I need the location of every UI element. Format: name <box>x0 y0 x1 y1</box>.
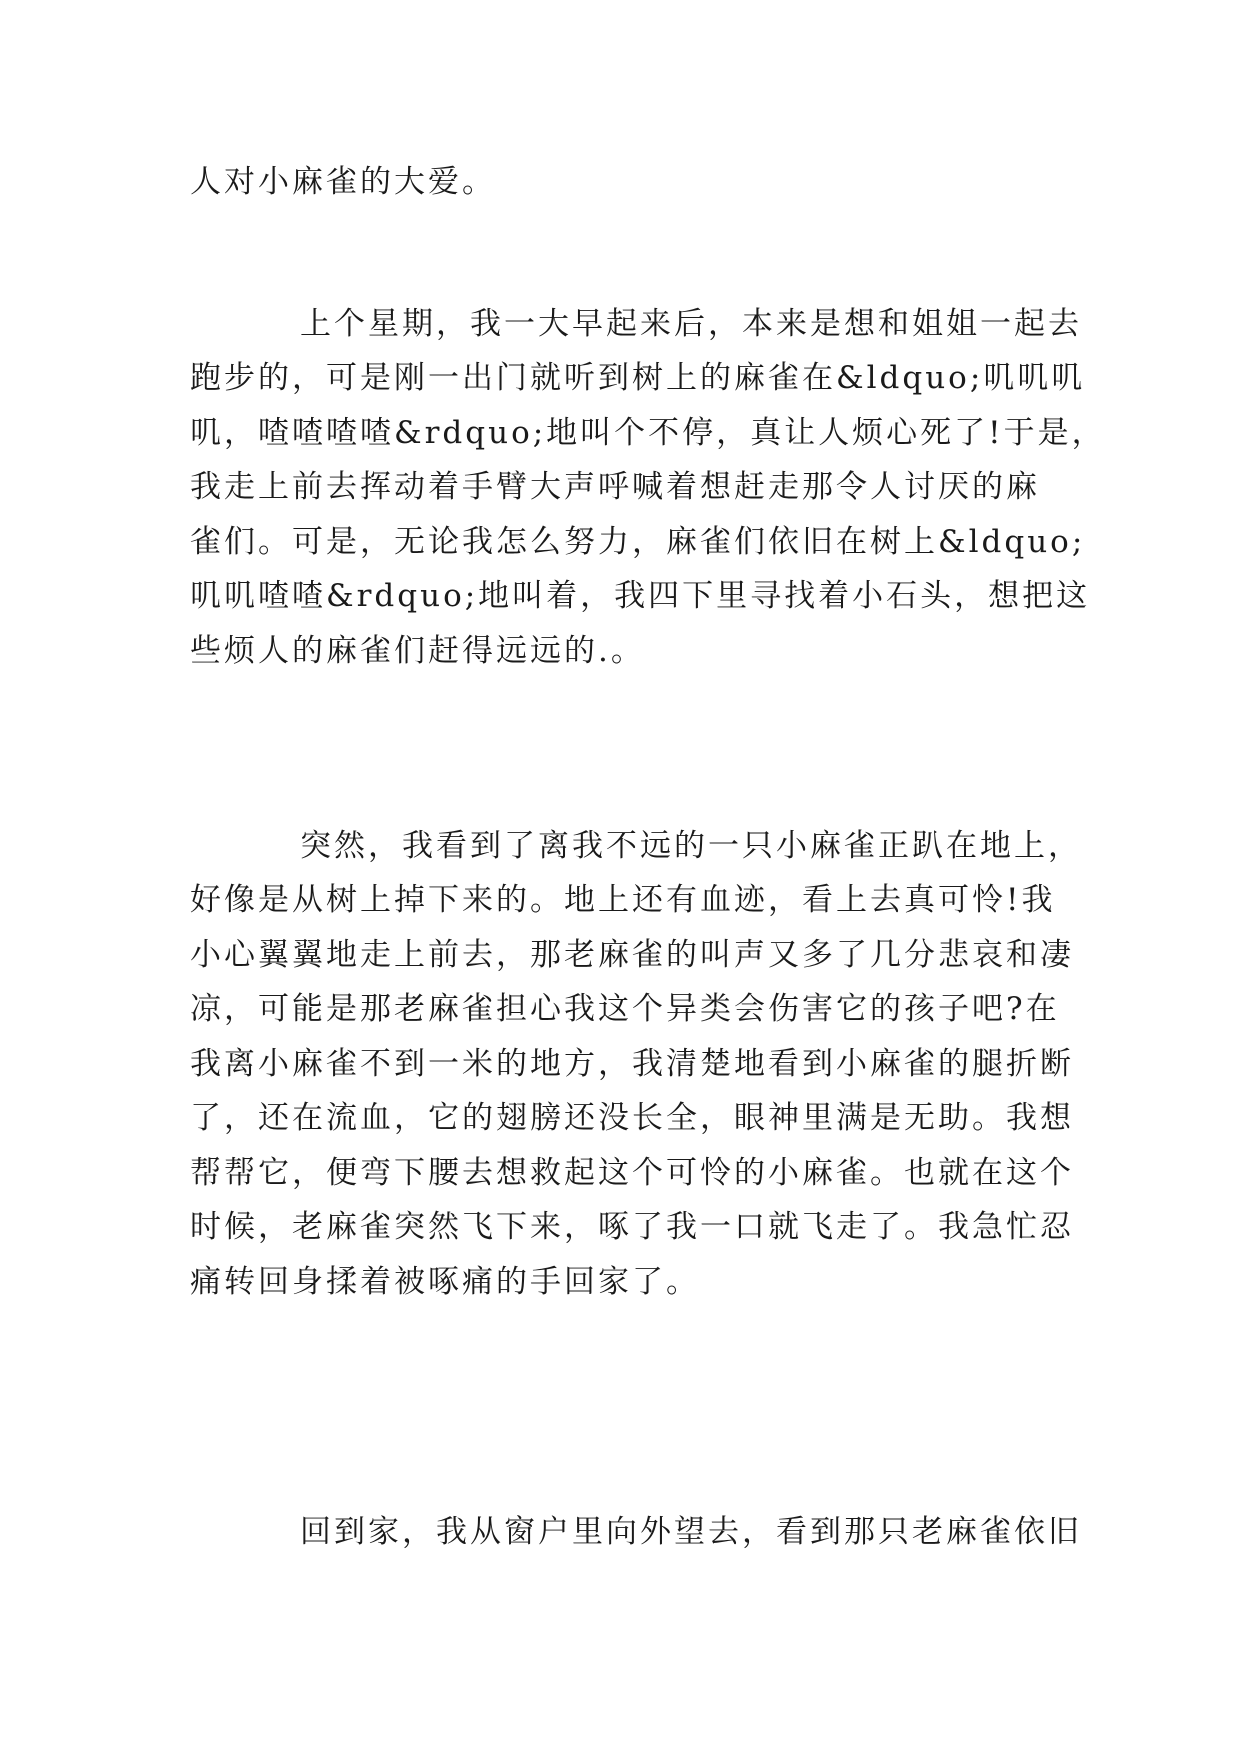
paragraph-2-line-7: 些烦人的麻雀们赶得远远的.。 <box>190 633 645 669</box>
paragraph-2-line-6: 叽叽喳喳&rdquo;地叫着，我四下里寻找着小石头，想把这 <box>190 578 1091 614</box>
paragraph-3-line-7: 帮帮它，便弯下腰去想救起这个可怜的小麻雀。也就在这个 <box>190 1155 1074 1191</box>
paragraph-3-line-4: 凉，可能是那老麻雀担心我这个异类会伤害它的孩子吧?在 <box>190 991 1060 1027</box>
paragraph-4-line-1: 回到家，我从窗户里向外望去，看到那只老麻雀依旧 <box>300 1514 1082 1550</box>
paragraph-3-line-9: 痛转回身揉着被啄痛的手回家了。 <box>190 1264 700 1300</box>
paragraph-3-line-6: 了，还在流血，它的翅膀还没长全，眼神里满是无助。我想 <box>190 1100 1074 1136</box>
paragraph-3-line-8: 时候，老麻雀突然飞下来，啄了我一口就飞走了。我急忙忍 <box>190 1209 1074 1245</box>
paragraph-3-line-2: 好像是从树上掉下来的。地上还有血迹，看上去真可怜!我 <box>190 882 1056 918</box>
paragraph-3-line-1: 突然，我看到了离我不远的一只小麻雀正趴在地上， <box>300 828 1082 864</box>
paragraph-2-line-1: 上个星期，我一大早起来后，本来是想和姐姐一起去 <box>300 306 1082 342</box>
paragraph-3-line-5: 我离小麻雀不到一米的地方，我清楚地看到小麻雀的腿折断 <box>190 1046 1074 1082</box>
paragraph-2-line-2: 跑步的，可是刚一出门就听到树上的麻雀在&ldquo;叽叽叽 <box>190 360 1086 396</box>
paragraph-3-line-3: 小心翼翼地走上前去，那老麻雀的叫声又多了几分悲哀和凄 <box>190 937 1074 973</box>
paragraph-1-line-1: 人对小麻雀的大爱。 <box>190 164 496 200</box>
paragraph-2-line-4: 我走上前去挥动着手臂大声呼喊着想赶走那令人讨厌的麻 <box>190 469 1040 505</box>
paragraph-2-line-5: 雀们。可是，无论我怎么努力，麻雀们依旧在树上&ldquo; <box>190 524 1086 560</box>
paragraph-2-line-3: 叽，喳喳喳喳&rdquo;地叫个不停，真让人烦心死了!于是， <box>190 415 1106 451</box>
